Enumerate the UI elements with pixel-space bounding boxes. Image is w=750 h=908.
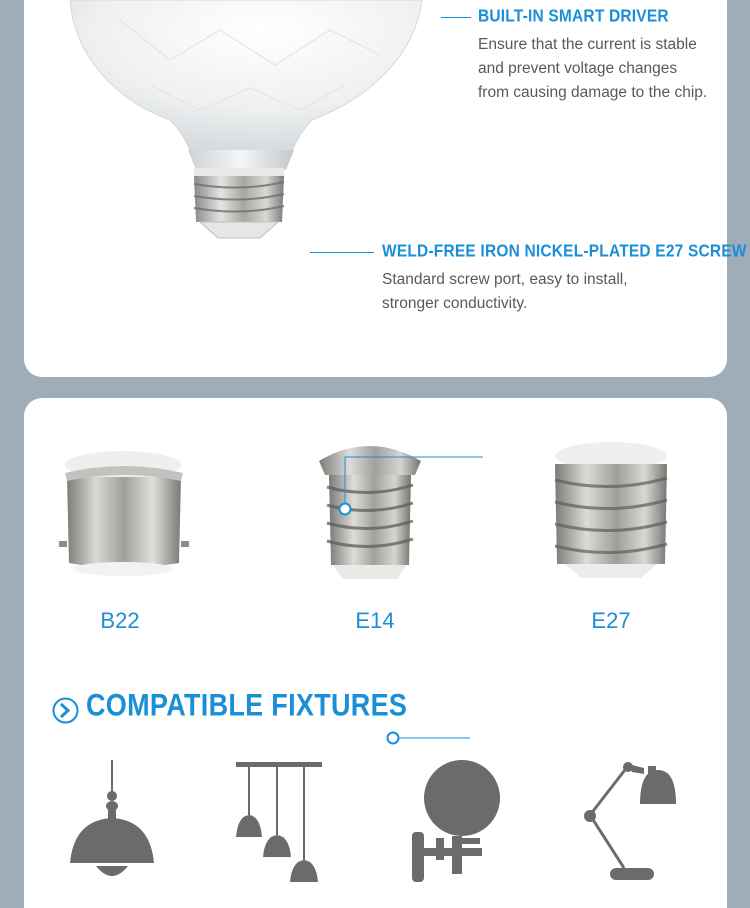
- feature-description-line: Standard screw port, easy to install,: [382, 271, 628, 288]
- circle-chevron-right-icon: [52, 697, 79, 724]
- led-bulb-image: [60, 0, 440, 245]
- wall-globe-lamp-icon: [412, 760, 504, 885]
- feature-title: WELD-FREE IRON NICKEL-PLATED E27 SCREW: [382, 241, 747, 261]
- callout-pointer: [385, 730, 475, 746]
- pendant-lamp-icon: [68, 760, 156, 885]
- callout-pointer: [338, 455, 488, 517]
- feature-description: [478, 33, 707, 105]
- callout-line: [310, 252, 374, 253]
- feature-description: [382, 268, 628, 316]
- callout-line: [441, 17, 471, 18]
- e27-base-image: [545, 438, 685, 583]
- base-label-e14: E14: [355, 608, 395, 633]
- b22-base-image: [55, 445, 195, 585]
- feature-description-line: and prevent voltage changes: [478, 60, 678, 77]
- base-label-e27: E27: [591, 608, 631, 633]
- feature-description-line: stronger conductivity.: [382, 295, 528, 312]
- triple-pendant-lamp-icon: [234, 760, 326, 885]
- base-label-b22: B22: [100, 608, 140, 633]
- feature-description-line: from causing damage to the chip.: [478, 84, 708, 101]
- desk-lamp-icon: [582, 760, 678, 885]
- feature-title: BUILT-IN SMART DRIVER: [478, 6, 669, 26]
- section-title: COMPATIBLE FIXTURES: [86, 687, 408, 723]
- feature-description-line: Ensure that the current is stable: [478, 36, 697, 53]
